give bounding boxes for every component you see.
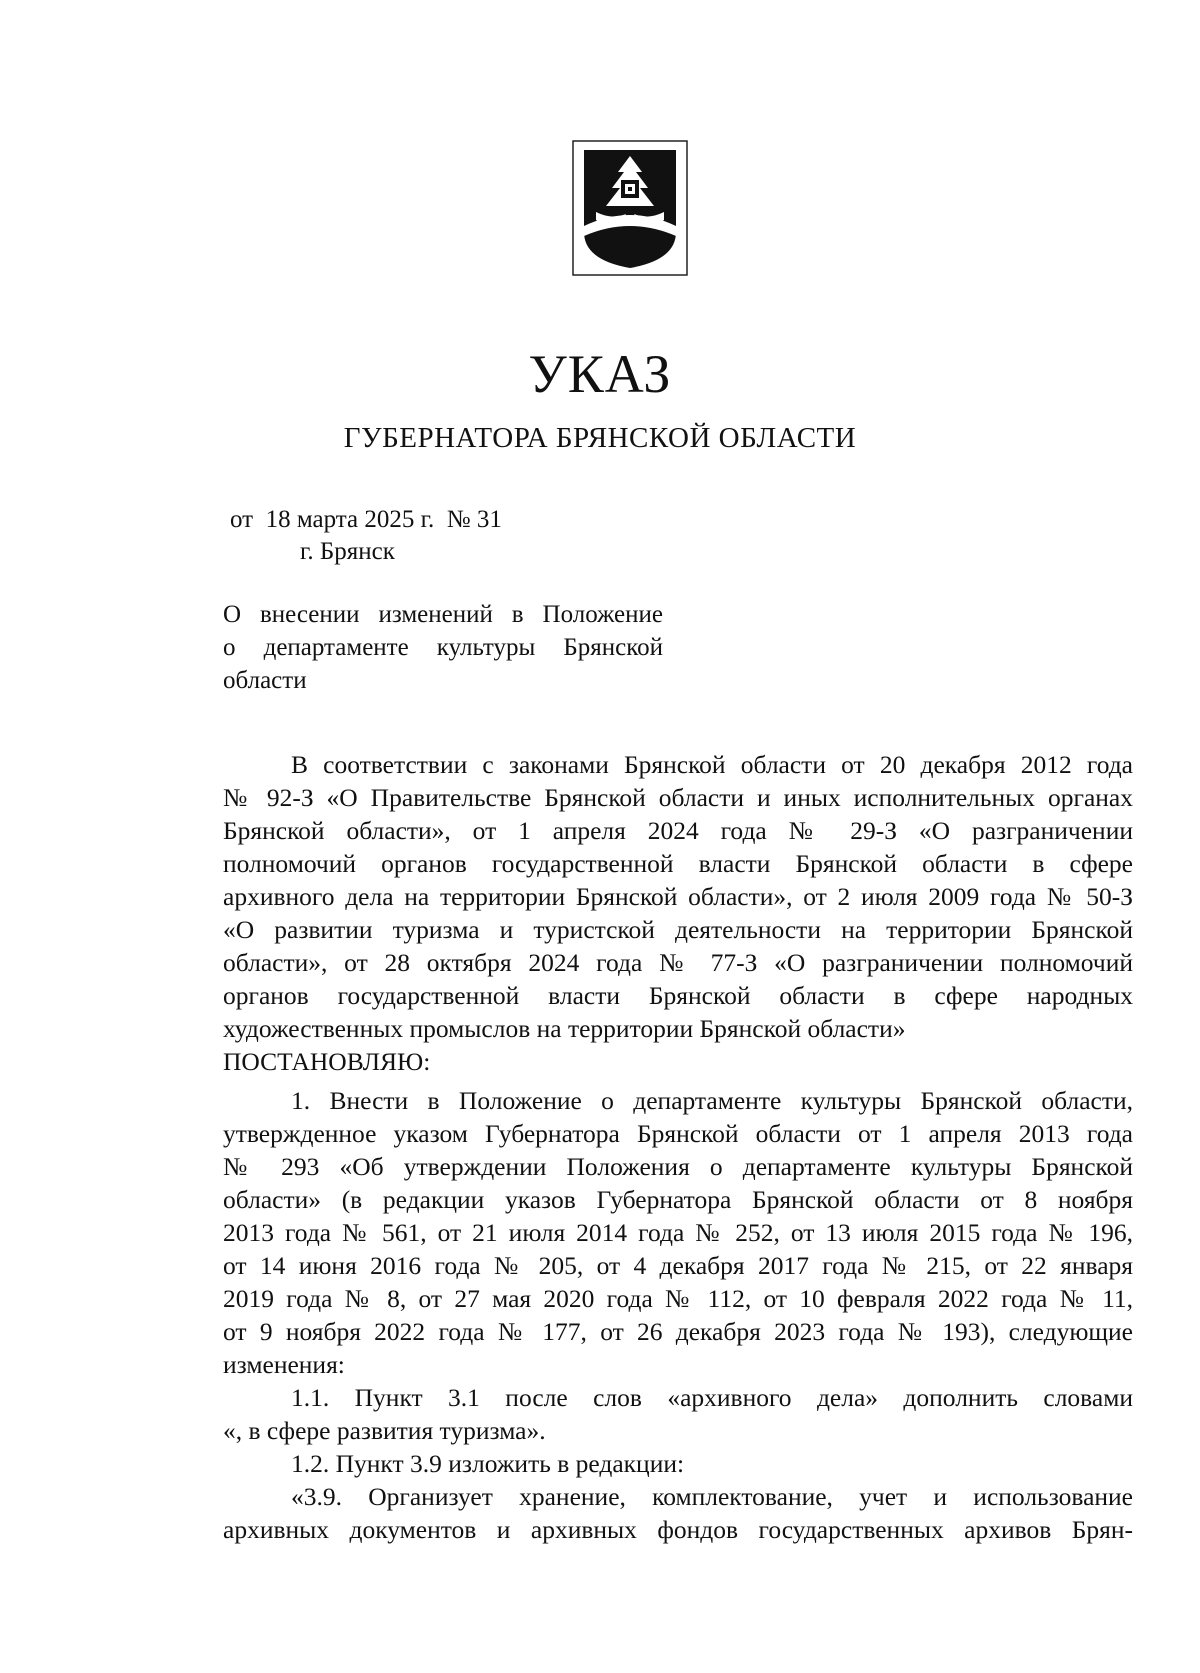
text-line: от 14 июня 2016 года № 205, от 4 декабря 2017 года № 215, от 22 января xyxy=(223,1251,1133,1280)
decree-date-number: от 18 марта 2025 г. № 31 xyxy=(230,506,502,533)
subject-line: области xyxy=(223,667,307,694)
text-line: художественных промыслов на территории Брянской области» xyxy=(223,1014,906,1043)
subject-line: О внесении изменений в Положение xyxy=(223,601,663,628)
text-line: архивного дела на территории Брянской области», от 2 июля 2009 года № 50-З xyxy=(223,882,1133,911)
decree-subject xyxy=(223,598,663,697)
text-line: области» (в редакции указов Губернатора Брянской области от 8 ноября xyxy=(223,1185,1133,1214)
text-line: 1.1. Пункт 3.1 после слов «архивного дела» дополнить словами xyxy=(291,1383,1133,1412)
coat-of-arms-icon xyxy=(572,140,688,276)
text-line: № 293 «Об утверждении Положения о департаменте культуры Брянской xyxy=(223,1152,1133,1181)
decree-verb: ПОСТАНОВЛЯЮ: xyxy=(223,1047,431,1076)
text-line: органов государственной власти Брянской области в сфере народных xyxy=(223,981,1133,1010)
text-line: области», от 28 октября 2024 года № 77-З «О разграничении полномочий xyxy=(223,948,1133,977)
text-line: № 92-З «О Правительстве Брянской области и иных исполнительных органах xyxy=(223,783,1133,812)
text-line: архивных документов и архивных фондов государственных архивов Брян- xyxy=(223,1515,1133,1544)
text-line: «3.9. Организует хранение, комплектование, учет и использование xyxy=(291,1482,1133,1511)
document-title: УКАЗ xyxy=(528,344,672,404)
text-line: «, в сфере развития туризма». xyxy=(223,1416,546,1445)
text-line: от 9 ноября 2022 года № 177, от 26 декабря 2023 года № 193), следующие xyxy=(223,1317,1133,1346)
text-line: «О развитии туризма и туристской деятельности на территории Брянской xyxy=(223,915,1133,944)
decree-city: г. Брянск xyxy=(300,538,395,565)
text-line: В соответствии с законами Брянской области от 20 декабря 2012 года xyxy=(291,750,1133,779)
text-line: полномочий органов государственной власти Брянской области в сфере xyxy=(223,849,1133,878)
preamble-paragraph xyxy=(223,748,1133,1078)
decree-text xyxy=(223,1084,1133,1546)
document-subtitle: ГУБЕРНАТОРА БРЯНСКОЙ ОБЛАСТИ xyxy=(343,422,857,454)
text-line: 2019 года № 8, от 27 мая 2020 года № 112, от 10 февраля 2022 года № 11, xyxy=(223,1284,1133,1313)
text-line: 1. Внести в Положение о департаменте культуры Брянской области, xyxy=(291,1086,1133,1115)
text-line: 2013 года № 561, от 21 июля 2014 года № 252, от 13 июля 2015 года № 196, xyxy=(223,1218,1133,1247)
text-line: Брянской области», от 1 апреля 2024 года № 29-З «О разграничении xyxy=(223,816,1133,845)
text-line: 1.2. Пункт 3.9 изложить в редакции: xyxy=(291,1449,685,1478)
text-line: утвержденное указом Губернатора Брянской области от 1 апреля 2013 года xyxy=(223,1119,1133,1148)
text-line: изменения: xyxy=(223,1350,345,1379)
subject-line: о департаменте культуры Брянской xyxy=(223,634,663,661)
